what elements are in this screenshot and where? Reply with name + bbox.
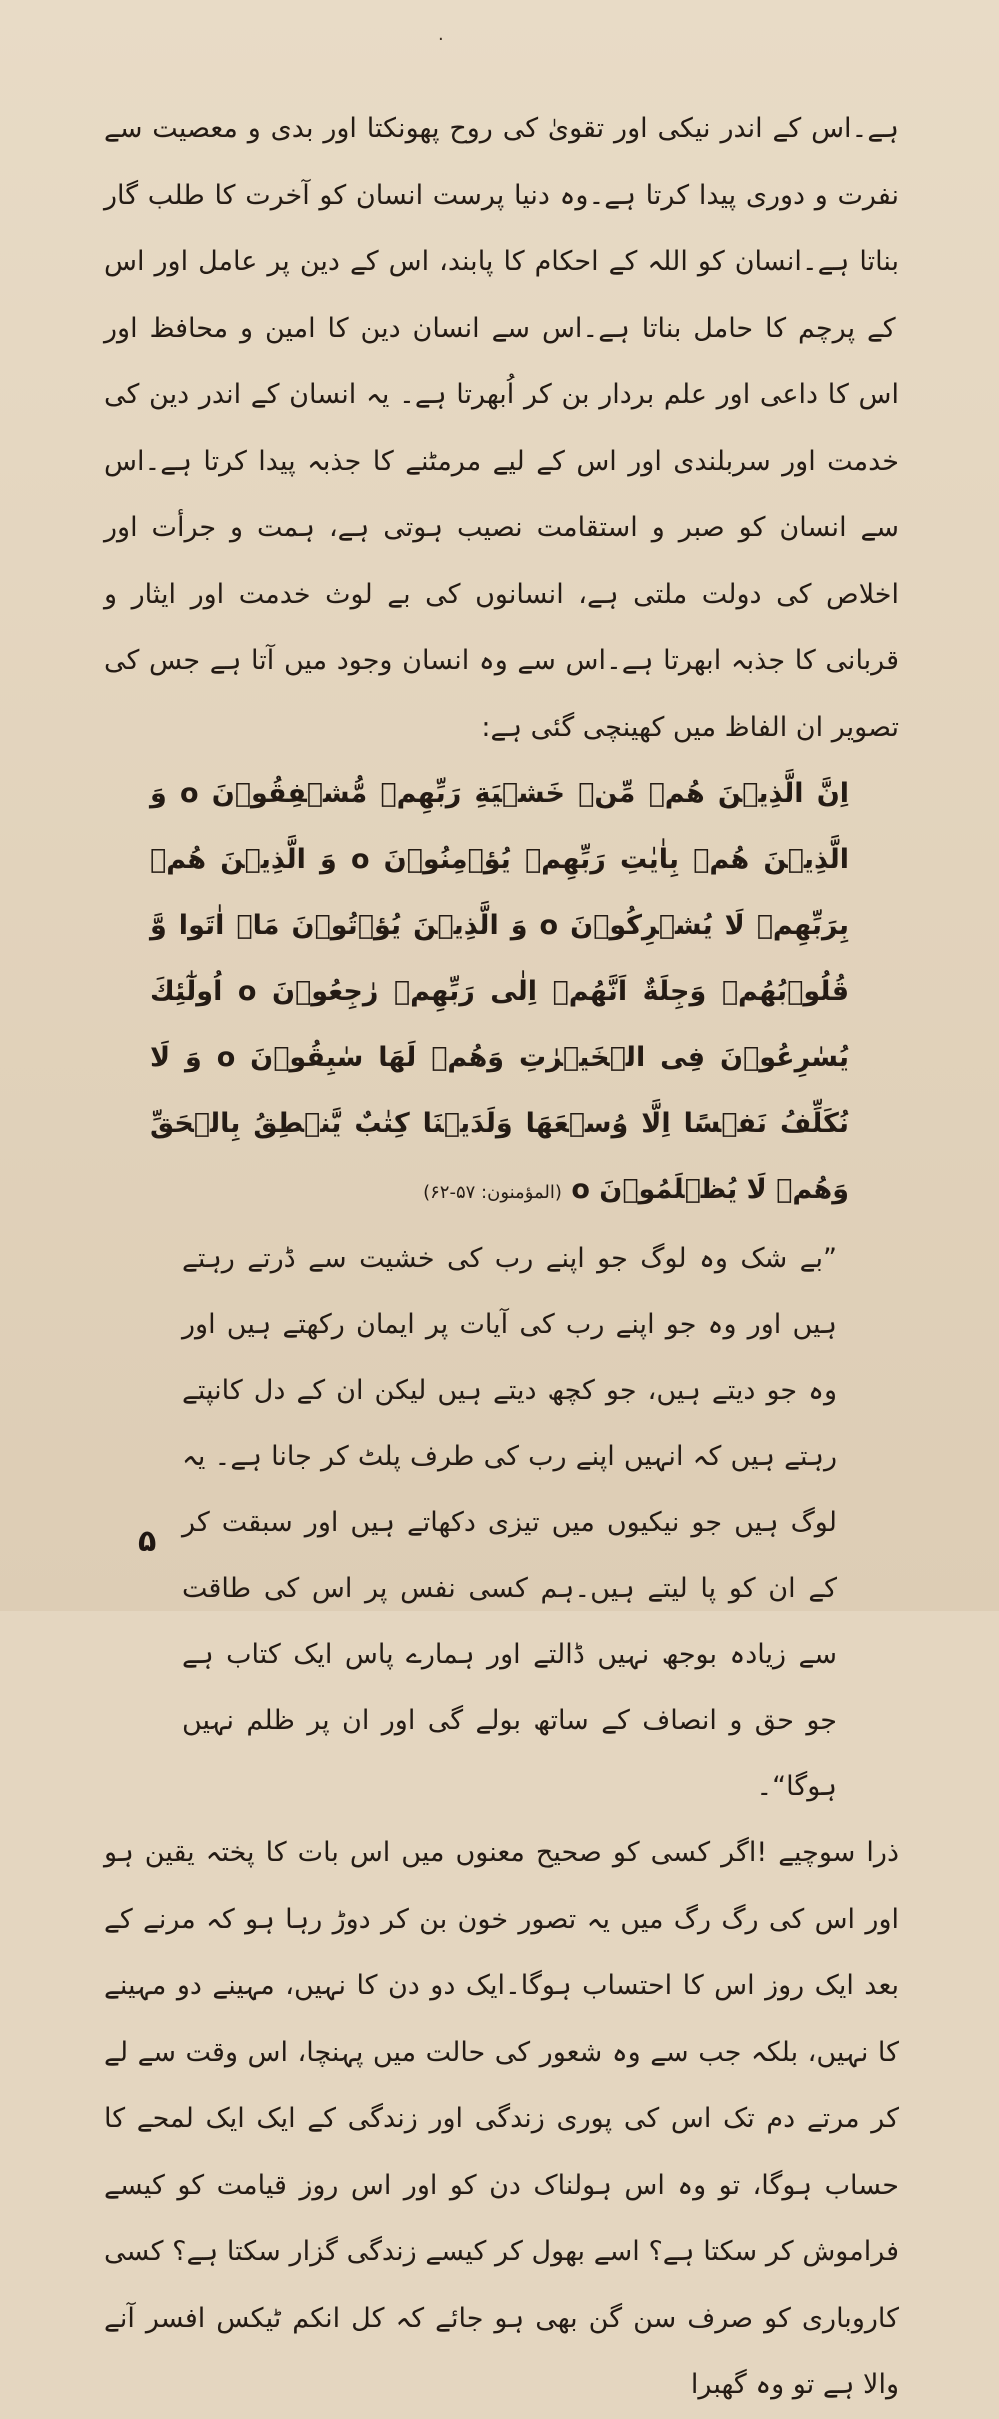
text-line: ہمت و جرأت اور اخلاص کی دولت ملتی ہے، انسانوں کی بے لوث خدمت اور ایثار و قربانی کا — [104, 512, 899, 676]
translation-line: ”بے شک وہ لوگ جو اپنے رب کی خشیت سے ڈرتے رہتے ہیں اور وہ جو اپنے — [182, 1243, 837, 1340]
translation-line: کے دل کانپتے رہتے ہیں کہ انہیں اپنے رب کی طرف پلٹ کر جانا ہے۔ یہ لوگ — [182, 1375, 837, 1538]
verse-line: وَّ قُلُوۡبُهُمۡ وَجِلَةٌ اَنَّهُمۡ اِلٰی رَبِّهِمۡ رٰجِعُوۡنَ o اُولٰٓئِكَ یُسٰرِعُوۡنَ فِی — [150, 910, 850, 1073]
quran-verse — [150, 761, 849, 1226]
page-top-mark: . — [438, 24, 444, 45]
translation-line: رب کی آیات پر ایمان رکھتے ہیں اور وہ جو دیتے ہیں، جو کچھ دیتے ہیں لیکن ان — [182, 1309, 837, 1406]
text-line: نہیں، مہینے دو مہینے کا نہیں، بلکہ جب سے وہ شعور کی حالت میں پہنچا، اس وقت سے لے کر — [104, 1970, 899, 2134]
text-line: مرتے دم تک اس کی پوری زندگی اور زندگی کے ایک ایک لمحے کا حساب ہوگا، تو وہ اس — [104, 2103, 899, 2201]
text-line: ہے۔اس کے اندر نیکی اور تقویٰ کی روح پھونکتا اور بدی و معصیت سے نفرت و دوری پیدا کرتا — [104, 113, 899, 211]
verse-line: یَّنۡطِقُ بِالۡحَقِّ وَهُمۡ لَا یُظۡلَمُوۡنَ o — [150, 1108, 849, 1205]
text-line: سکتا ہے؟ کسی کاروباری کو صرف سن گن بھی ہو جائے کہ کل انکم ٹیکس افسر آنے والا ہے تو وہ گھبرا — [104, 2236, 899, 2400]
text-line: تصور خون بن کر دوڑ رہا ہو کہ مرنے کے بعد ایک روز اس کا احتساب ہوگا۔ایک دو دن کا — [104, 1903, 900, 2001]
paragraph-reflection — [104, 1820, 899, 2419]
verse-translation — [182, 1226, 837, 1820]
verse-line: اِنَّ الَّذِیۡنَ هُمۡ مِّنۡ خَشۡیَةِ رَبِّهِمۡ مُّشۡفِقُوۡنَ o وَ الَّذِیۡنَ هُمۡ بِاٰیٰتِ رَبِّهِمۡ — [150, 778, 849, 875]
translation-line: ہے جو حق و انصاف کے ساتھ بولے گی اور ان پر ظلم نہیں ہوگا“۔ — [182, 1639, 837, 1802]
text-line: ہولناک دن کو اور اس روز قیامت کو کیسے فراموش کر سکتا ہے؟ اسے بھول کر کیسے زندگی گزار — [104, 2169, 899, 2267]
verse-line: یُؤۡمِنُوۡنَ o وَ الَّذِیۡنَ هُمۡ بِرَبِّهِمۡ لَا یُشۡرِكُوۡنَ o وَ الَّذِیۡنَ یُؤۡتُوۡنَ مَاۤ اٰتَوا — [150, 844, 849, 941]
text-line: ہے۔وہ دنیا پرست انسان کو آخرت کا طلب گار بناتا ہے۔انسان کو اللہ کے احکام کا پابند، اس — [104, 179, 899, 277]
text-line: اس کا داعی اور علم بردار بن کر اُبھرتا ہے۔ یہ انسان کے اندر دین کی خدمت اور سربلندی اور — [104, 379, 899, 477]
verse-line: الۡخَیۡرٰتِ وَهُمۡ لَهَا سٰبِقُوۡنَ o وَ لَا نُكَلِّفُ نَفۡسًا اِلَّا وُسۡعَهَا وَلَدَیۡنَا كِتٰبٌ — [150, 1042, 849, 1139]
text-line: کے دین پر عامل اور اس کے پرچم کا حامل بناتا ہے۔اس سے انسان دین کا امین و محافظ اور — [104, 246, 896, 344]
text-line: جذبہ ابھرتا ہے۔اس سے وہ انسان وجود میں آتا ہے جس کی تصویر ان الفاظ میں کھینچی گئی ہے: — [104, 645, 899, 743]
page-number: ۵ — [138, 1524, 157, 1559]
paragraph-intro — [104, 96, 899, 761]
text-line: اس کے لیے مرمٹنے کا جذبہ پیدا کرتا ہے۔اس سے انسان کو صبر و استقامت نصیب ہوتی ہے، — [104, 445, 899, 543]
verse-reference: (المؤمنون: ۵۷-۶۲) — [423, 1182, 562, 1203]
text-line: ذرا سوچیے !اگر کسی کو صحیح معنوں میں اس بات کا پختہ یقین ہو اور اس کی رگ رگ میں یہ — [104, 1837, 899, 1935]
translation-line: نفس پر اس کی طاقت سے زیادہ بوجھ نہیں ڈالتے اور ہمارے پاس ایک کتاب — [182, 1573, 837, 1670]
translation-line: ہیں جو نیکیوں میں تیزی دکھاتے ہیں اور سبقت کر کے ان کو پا لیتے ہیں۔ہم کسی — [182, 1507, 837, 1604]
